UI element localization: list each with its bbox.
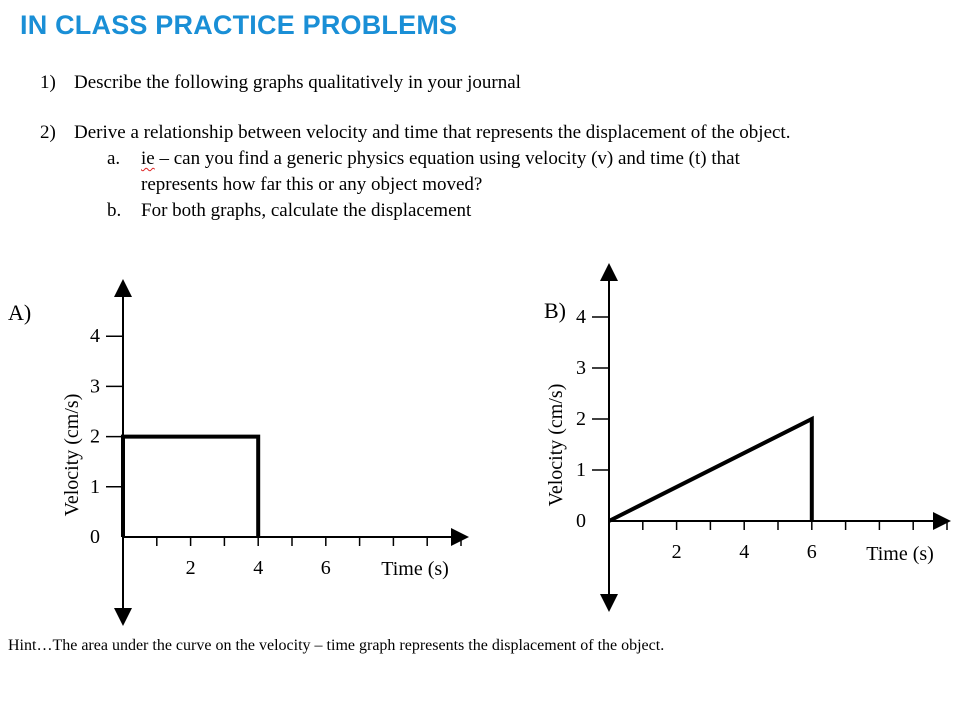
x-axis-title-b: Time (s) bbox=[866, 543, 934, 565]
y-tick-label-b: 0 bbox=[576, 510, 586, 532]
x-axis-title-a: Time (s) bbox=[381, 558, 449, 580]
y-tick-label-b: 2 bbox=[576, 408, 586, 430]
y-axis-title-a: Velocity (cm/s) bbox=[61, 393, 83, 517]
y-tick-label-a: 3 bbox=[90, 375, 100, 398]
hint-text: Hint…The area under the curve on the velocity – time graph represents the displacement of the object. bbox=[8, 637, 665, 654]
y-tick-label-a: 4 bbox=[90, 325, 100, 348]
y-tick-label-b: 1 bbox=[576, 459, 586, 481]
x-tick-label-a: 6 bbox=[320, 557, 331, 579]
panel-label-a: A) bbox=[8, 300, 32, 325]
sub-question-a-line-2: represents how far this or any object moved? bbox=[141, 174, 483, 195]
question-2-text: Derive a relationship between velocity and time that represents the displacement of the object. bbox=[74, 122, 791, 143]
y-tick-label-b: 3 bbox=[576, 357, 586, 379]
data-line-a bbox=[123, 437, 258, 537]
y-tick-label-a: 0 bbox=[90, 526, 100, 548]
page-title: IN CLASS PRACTICE PROBLEMS bbox=[20, 10, 458, 40]
x-tick-label-b: 2 bbox=[671, 541, 682, 563]
sub-question-a-line-1-rest: – can you find a generic physics equation using velocity (v) and time (t) that bbox=[154, 148, 740, 169]
x-tick-label-b: 4 bbox=[739, 541, 750, 563]
y-tick-label-b: 4 bbox=[576, 306, 586, 328]
sub-question-b-letter: b. bbox=[107, 200, 122, 221]
question-1-text: Describe the following graphs qualitatively in your journal bbox=[74, 72, 521, 93]
sub-question-a-letter: a. bbox=[107, 148, 121, 169]
x-tick-label-a: 4 bbox=[253, 557, 264, 579]
y-axis-title-b: Velocity (cm/s) bbox=[545, 383, 567, 507]
y-tick-label-a: 2 bbox=[90, 425, 100, 448]
data-line-b bbox=[609, 419, 812, 521]
x-tick-label-b: 6 bbox=[806, 541, 817, 563]
chart-b bbox=[544, 272, 947, 603]
x-tick-label-a: 2 bbox=[185, 557, 196, 579]
sub-question-b-text: For both graphs, calculate the displacement bbox=[141, 200, 472, 221]
y-tick-label-a: 1 bbox=[90, 475, 100, 498]
panel-label-b: B) bbox=[544, 298, 566, 323]
question-2-number: 2) bbox=[40, 122, 56, 143]
chart-a bbox=[8, 288, 461, 617]
question-1-number: 1) bbox=[40, 72, 56, 93]
spellcheck-word: ie bbox=[141, 148, 155, 169]
